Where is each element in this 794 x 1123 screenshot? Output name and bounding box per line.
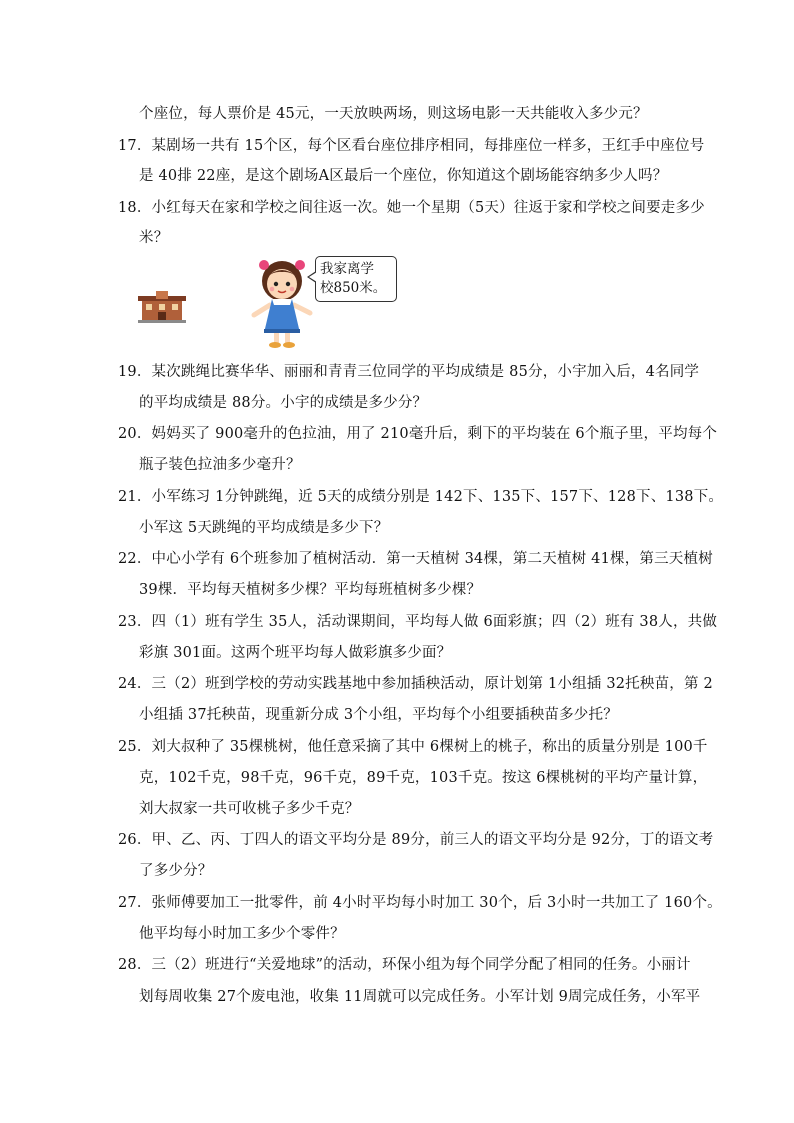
question-21: 21．小军练习 1分钟跳绳，近 5天的成绩分别是 142下、135下、157下、128下、138下。 bbox=[118, 489, 724, 505]
question-24: 24．三（2）班到学校的劳动实践基地中参加插秧活动，原计划第 1小组插 32托秧苗，第 2 bbox=[118, 676, 713, 692]
text-line: 小组插 37托秧苗，现重新分成 3个小组，平均每个小组要插秧苗多少托？ bbox=[139, 707, 618, 723]
school-building-icon bbox=[138, 291, 186, 323]
question-23: 23．四（1）班有学生 35人，活动课期间，平均每人做 6面彩旗；四（2）班有 38人，共做 bbox=[118, 614, 718, 630]
text-line: 是 40排 22座，是这个剧场A区最后一个座位，你知道这个剧场能容纳多少人吗？ bbox=[139, 168, 668, 184]
text-line: 的平均成绩是 88分。小宇的成绩是多少分？ bbox=[139, 395, 428, 411]
question-20: 20．妈妈买了 900毫升的色拉油，用了 210毫升后，剩下的平均装在 6个瓶子里，平均每个 bbox=[118, 426, 718, 442]
text-line: 刘大叔家一共可收桃子多少千克？ bbox=[139, 801, 360, 817]
text-line: 他平均每小时加工多少个零件？ bbox=[139, 926, 345, 942]
text-line: 个座位，每人票价是 45元，一天放映两场，则这场电影一天共能收入多少元？ bbox=[139, 106, 648, 122]
text-line: 划每周收集 27个废电池，收集 11周就可以完成任务。小军计划 9周完成任务，小军平 bbox=[139, 989, 701, 1005]
question-28: 28．三（2）班进行“关爱地球”的活动，环保小组为每个同学分配了相同的任务。小丽计 bbox=[118, 957, 691, 973]
speech-bubble-tail-fill bbox=[309, 272, 317, 282]
text-line: 彩旗 301面。这两个班平均每人做彩旗多少面？ bbox=[139, 645, 452, 661]
question-27: 27．张师傅要加工一批零件，前 4小时平均每小时加工 30个，后 3小时一共加工了 160个。 bbox=[118, 895, 722, 911]
speech-bubble-line-1: 我家离学 bbox=[320, 261, 374, 277]
text-line: 米？ bbox=[139, 230, 169, 246]
text-line: 克，102千克，98千克，96千克，89千克，103千克。按这 6棵桃树的平均产量计算， bbox=[139, 770, 708, 786]
text-line: 39棵．平均每天植树多少棵？平均每班植树多少棵？ bbox=[139, 582, 482, 598]
text-line: 了多少分？ bbox=[139, 863, 213, 879]
question-19: 19．某次跳绳比赛华华、丽丽和青青三位同学的平均成绩是 85分，小宇加入后，4名同学 bbox=[118, 364, 700, 380]
speech-bubble-line-2: 校850米。 bbox=[320, 280, 387, 296]
girl-character-icon bbox=[246, 255, 318, 351]
question-22: 22．中心小学有 6个班参加了植树活动．第一天植树 34棵，第二天植树 41棵，第三天植树 bbox=[118, 551, 713, 567]
question-17: 17．某剧场一共有 15个区，每个区看台座位排序相同，每排座位一样多，王红手中座位号 bbox=[118, 138, 705, 154]
text-line: 瓶子装色拉油多少毫升？ bbox=[139, 457, 301, 473]
question-18: 18．小红每天在家和学校之间往返一次。她一个星期（5天）往返于家和学校之间要走多少 bbox=[118, 200, 705, 216]
question-26: 26．甲、乙、丙、丁四人的语文平均分是 89分，前三人的语文平均分是 92分，丁的语文考 bbox=[118, 832, 714, 848]
question-25: 25．刘大叔种了 35棵桃树，他任意采摘了其中 6棵树上的桃子，称出的质量分别是 100千 bbox=[118, 739, 708, 755]
speech-bubble bbox=[315, 256, 397, 302]
text-line: 小军这 5天跳绳的平均成绩是多少下？ bbox=[139, 520, 389, 536]
